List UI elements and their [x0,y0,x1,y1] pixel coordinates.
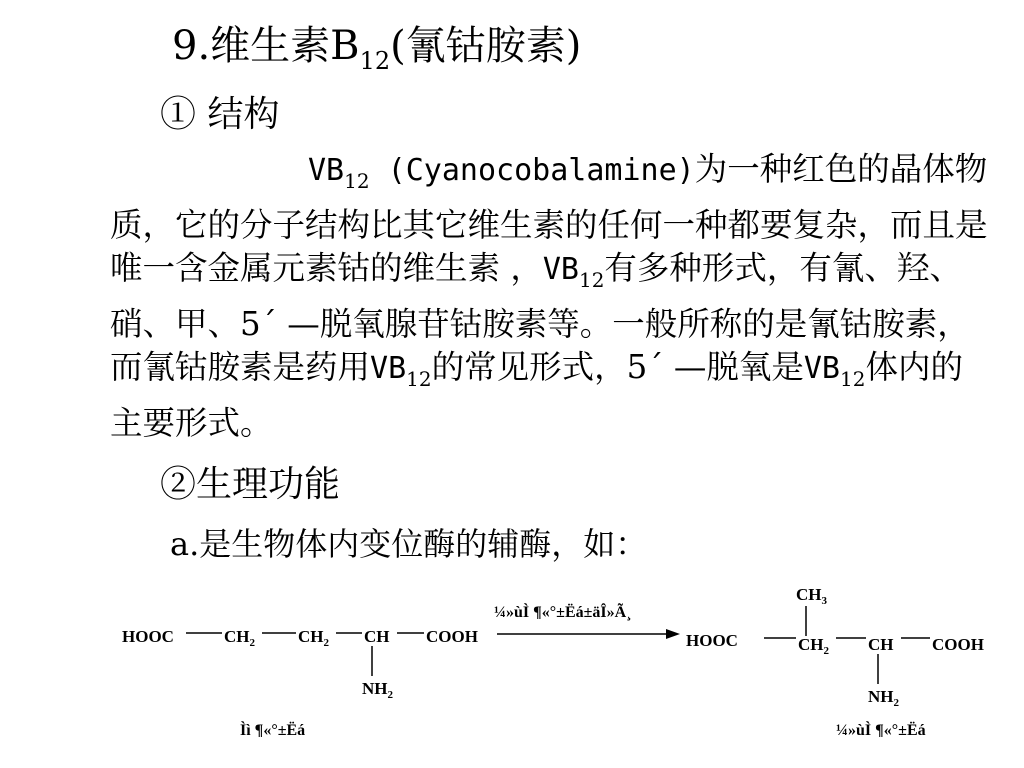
left-ch2-b: $CH_2$ [298,627,329,649]
right-nh2: $NH_2$ [868,687,899,709]
right-hooc: HOOC [686,631,738,650]
right-cooh: COOH [932,635,984,654]
left-hooc: HOOC [122,627,174,646]
section-function-heading: ②生理功能 [160,464,341,505]
left-compound-label: Ìì ¶«°±Ëá [240,722,306,739]
right-ch: CH [868,635,894,654]
structure-paragraph: $VB_{12}$ (Cyanocobalamine)为一种红色的晶体物质，它的分子结构比其它维生素的任何一种都要复杂，而且是唯一含金属元素钴的维生素 ，$VB_{12}$有多种形式，有氰、羟、硝、甲、5´ —脱氧腺苷钴胺素等。一般所称的是氰钴胺素，而氰钴胺素是药用$VB_{12}$的常见形式，5´ —脱氧是$VB_{12}$体内的主要形式。 [110,150,988,442]
arrow-label: ¼»ùÌ ¶«°±Ëá±äÎ»Ã¸ [494,604,632,621]
right-ch3: $CH_3$ [796,585,827,607]
left-ch: CH [364,627,390,646]
function-item-a: a.是生物体内变位酶的辅酶，如： [170,525,648,563]
left-nh2: $NH_2$ [362,679,393,701]
slide-title: 9.维生素$B_{12}$(氰钴胺素) [172,23,582,75]
right-compound-label: ¼»ùÌ ¶«°±Ëá [836,722,926,739]
left-cooh: COOH [426,627,478,646]
left-ch2-a: $CH_2$ [224,627,255,649]
reaction-arrow-head [666,629,680,639]
section-structure-heading: ① 结构 [160,94,280,135]
right-ch2: $CH_2$ [798,635,829,657]
